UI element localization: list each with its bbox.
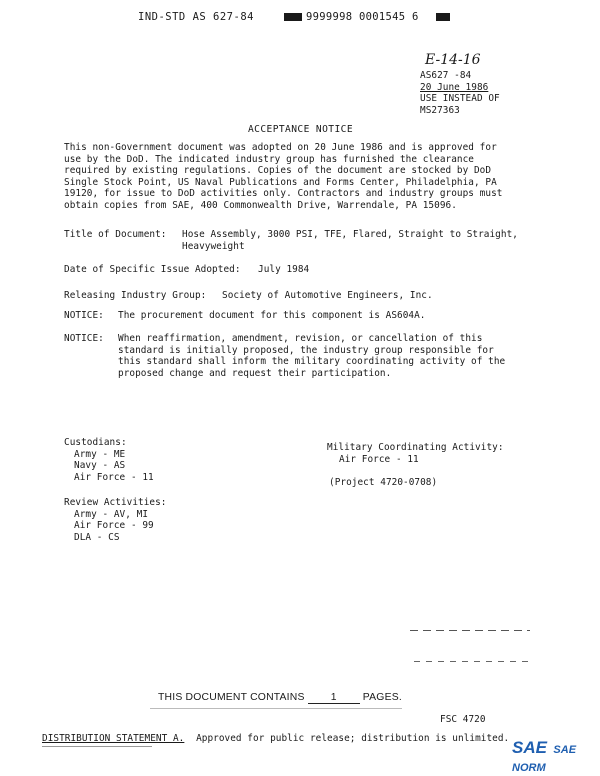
pages-suffix: PAGES. xyxy=(362,692,402,703)
review-activity-item: Air Force - 99 xyxy=(74,520,154,532)
custodians-block xyxy=(64,437,154,483)
intro-paragraph xyxy=(64,142,502,212)
custodian-item: Air Force - 11 xyxy=(74,471,154,483)
notice-2-label: NOTICE: xyxy=(64,333,104,344)
header-barcode-mark xyxy=(284,13,302,21)
custodian-item: Army - ME xyxy=(74,448,126,460)
supersedes-line-1: USE INSTEAD OF xyxy=(420,93,500,105)
sae-norm-logo xyxy=(512,738,600,776)
header-control-code: 9999998 0001545 6 xyxy=(306,11,419,23)
military-coordinating-label: Military Coordinating Activity: xyxy=(327,442,504,453)
distribution-text: Approved for public release; distribution is unlimited. xyxy=(196,733,510,744)
scan-dash-line xyxy=(414,661,534,662)
notice-2-line: this standard shall inform the military coordinating activity of the xyxy=(118,356,506,368)
sae-logo-text: SAE xyxy=(512,738,547,757)
distribution-rule xyxy=(42,746,152,747)
project-number: (Project 4720-0708) xyxy=(329,477,438,488)
document-title-line-1: Hose Assembly, 3000 PSI, TFE, Flared, Straight to Straight, xyxy=(182,229,518,240)
document-title-line-2: Heavyweight xyxy=(182,240,245,252)
releasing-group-value: Society of Automotive Engineers, Inc. xyxy=(222,290,433,301)
review-activity-item: Army - AV, MI xyxy=(74,508,149,520)
fsc-code: FSC 4720 xyxy=(440,714,486,725)
page-title: ACCEPTANCE NOTICE xyxy=(248,124,353,135)
releasing-group-label: Releasing Industry Group: xyxy=(64,290,207,301)
pages-prefix: THIS DOCUMENT CONTAINS xyxy=(158,692,305,703)
issue-date-label: Date of Specific Issue Adopted: xyxy=(64,264,241,275)
designation-date: 20 June 1986 xyxy=(420,81,489,93)
review-activity-item: DLA - CS xyxy=(74,531,120,543)
intro-line: use by the DoD. The indicated industry group has furnished the clearance xyxy=(64,153,474,165)
custodian-item: Navy - AS xyxy=(74,460,126,472)
pages-rule xyxy=(150,708,402,709)
intro-line: required by existing regulations. Copies of the document are stocked by DoD xyxy=(64,165,492,177)
designation-number: AS627 -84 xyxy=(420,70,472,81)
pages-count: 1 xyxy=(308,692,360,704)
review-activities-block xyxy=(64,497,167,543)
distribution-statement xyxy=(42,733,509,744)
notice-2-line: proposed change and request their participation. xyxy=(118,367,392,379)
distribution-label: DISTRIBUTION STATEMENT A. xyxy=(42,733,185,744)
notice-1-label: NOTICE: xyxy=(64,310,104,321)
header-document-id: IND-STD AS 627-84 xyxy=(138,11,254,23)
document-title-label: Title of Document: xyxy=(64,229,167,240)
issue-date-value: July 1984 xyxy=(258,264,310,275)
military-coordinating-item: Air Force - 11 xyxy=(339,453,419,465)
notice-2-text xyxy=(118,333,505,379)
review-activities-label: Review Activities: xyxy=(64,497,167,508)
designation-block xyxy=(420,70,500,116)
notice-2-line: standard is initially proposed, the industry group responsible for xyxy=(118,344,494,356)
intro-line: obtain copies from SAE, 400 Commonwealth Drive, Warrendale, PA 15096. xyxy=(64,199,457,211)
pages-statement xyxy=(158,692,402,704)
intro-line: 19120, for issue to DoD activities only. Contractors and industry groups must xyxy=(64,188,503,200)
custodians-label: Custodians: xyxy=(64,437,127,448)
military-coordinating-block xyxy=(327,442,504,465)
scan-dash-line xyxy=(410,630,530,631)
sae-norm-text: SAE NORM xyxy=(512,744,577,774)
handwritten-reference: E-14-16 xyxy=(425,52,481,68)
supersedes-line-2: MS27363 xyxy=(420,104,460,116)
notice-1-text: The procurement document for this component is AS604A. xyxy=(118,310,426,321)
notice-2-line: When reaffirmation, amendment, revision, or cancellation of this xyxy=(118,333,483,344)
document-title-value xyxy=(182,229,518,252)
intro-line: This non-Government document was adopted on 20 June 1986 and is approved for xyxy=(64,142,497,153)
header-barcode-mark-end xyxy=(436,13,450,21)
intro-line: Single Stock Point, US Naval Publications and Forms Center, Philadelphia, PA xyxy=(64,176,497,188)
